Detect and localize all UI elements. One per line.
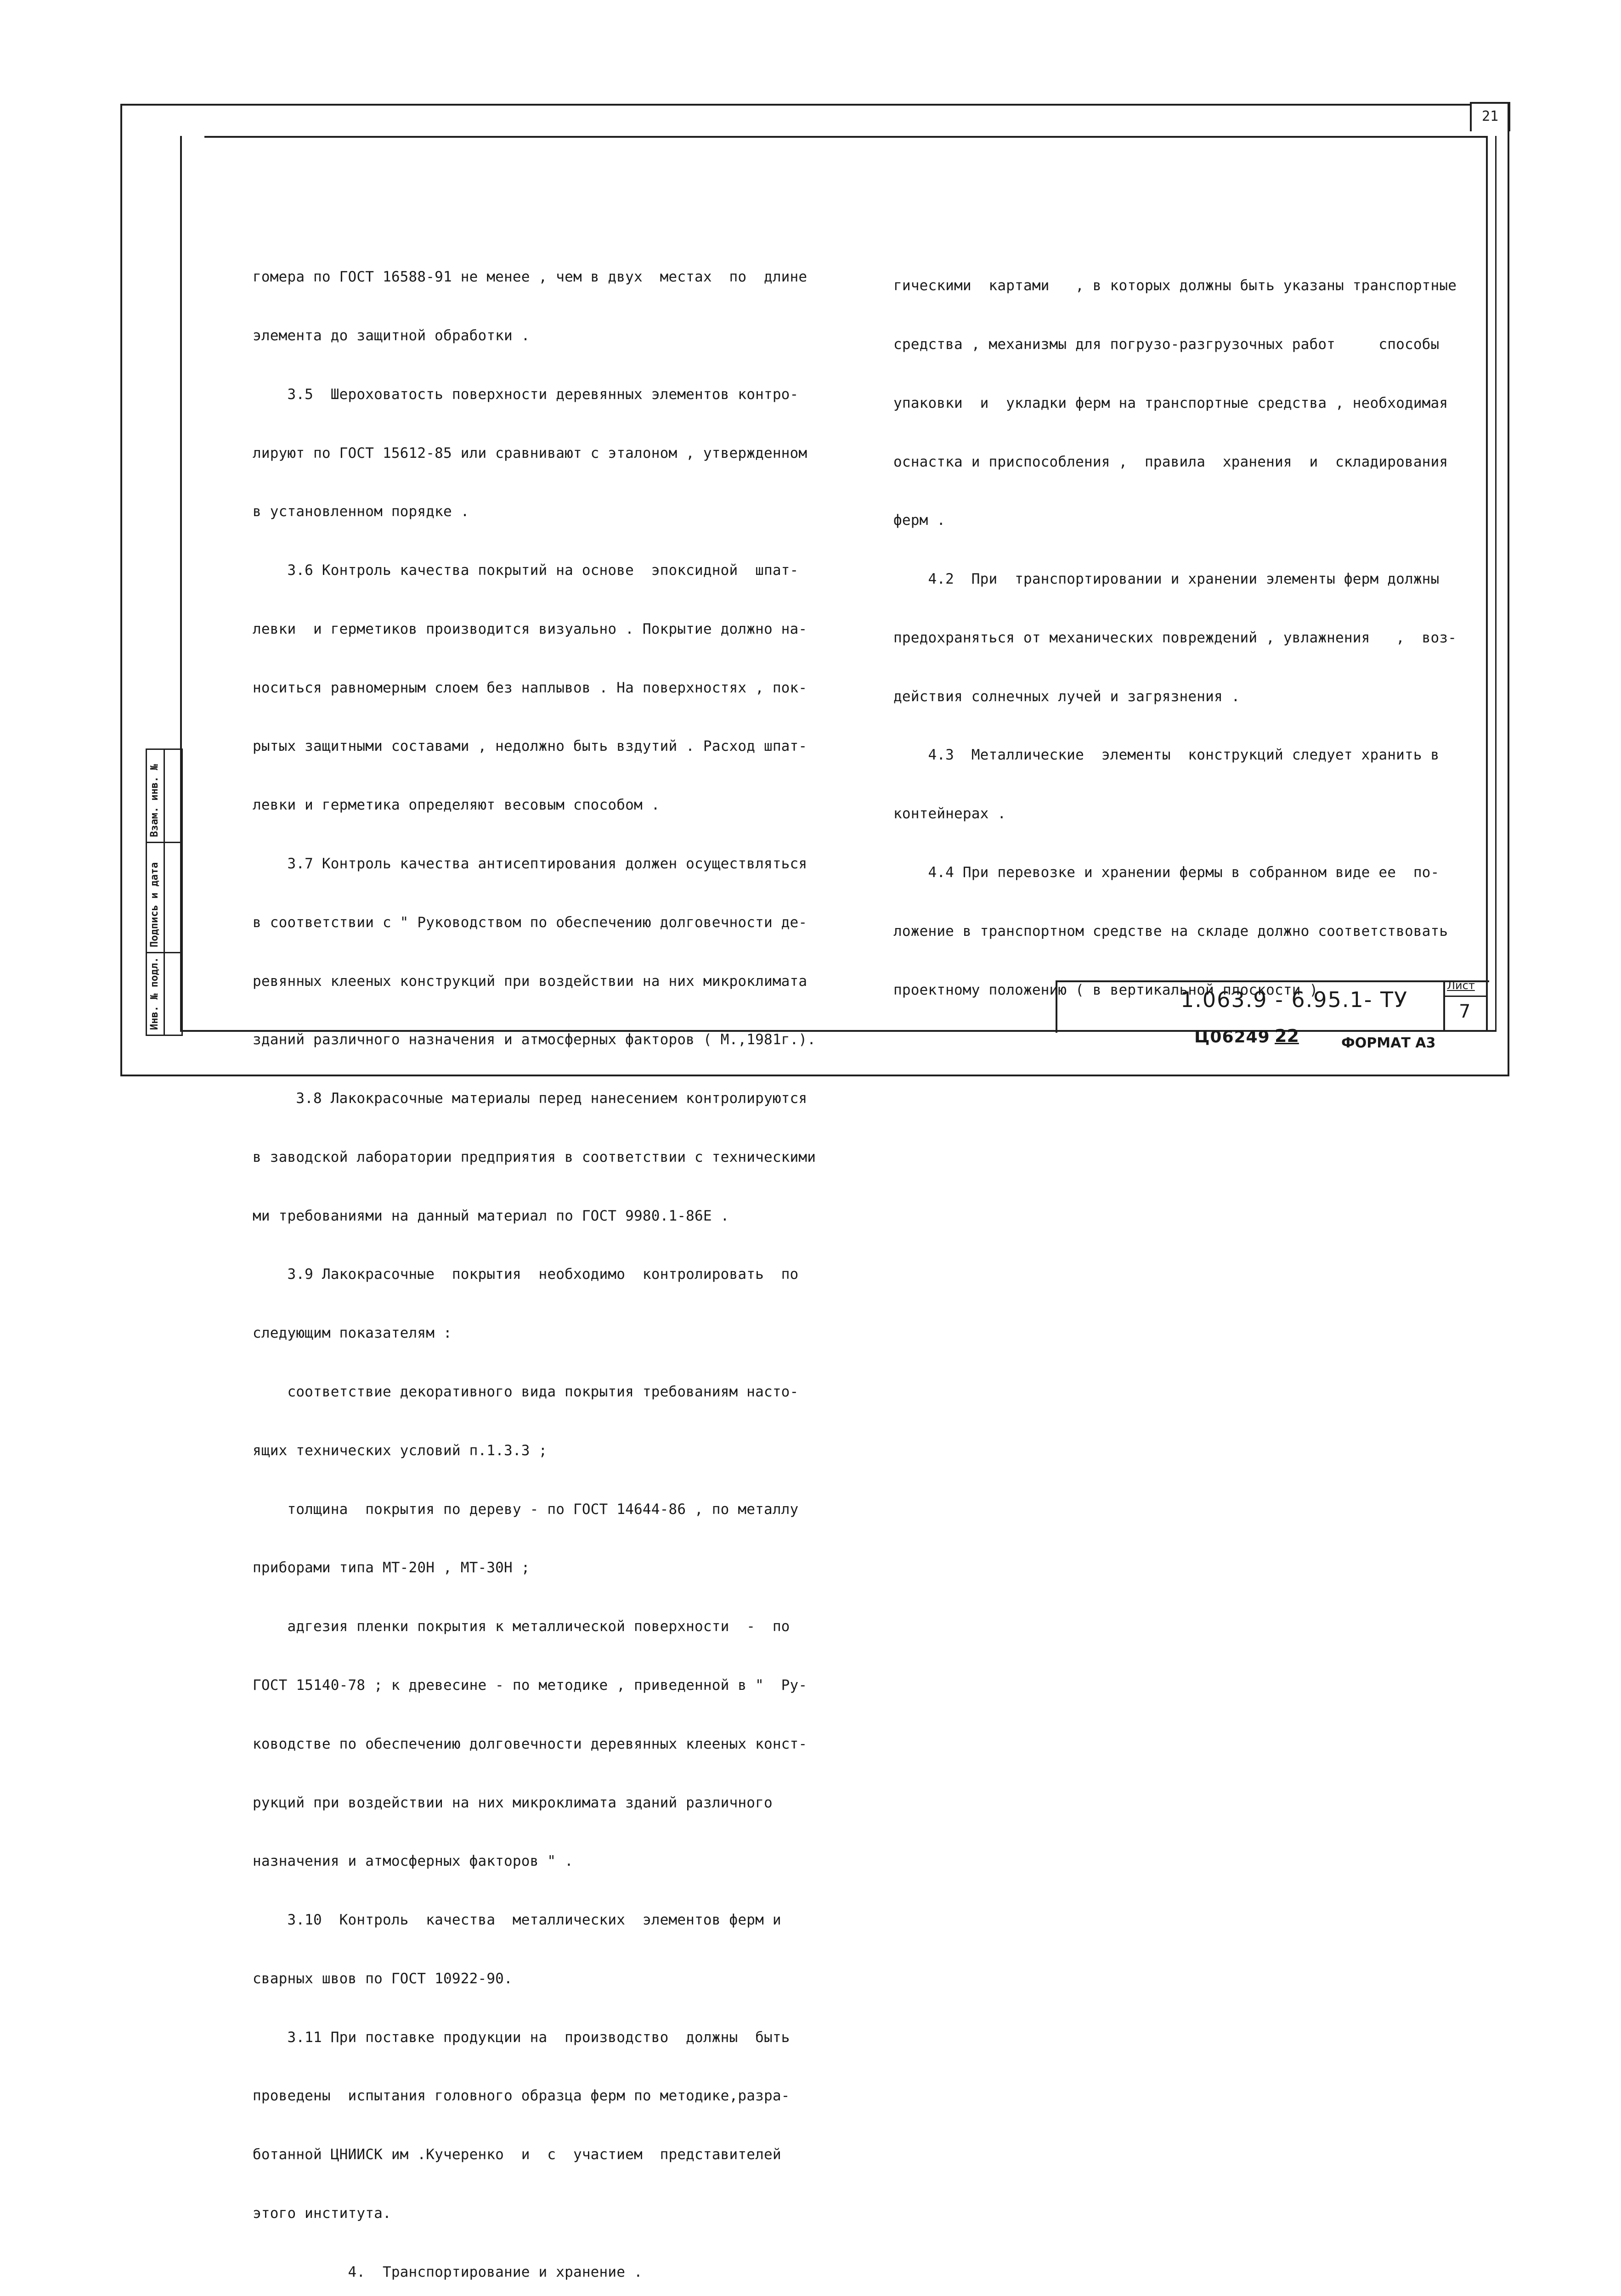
text-line: ревянных клееных конструкций при воздействии на них микроклимата	[253, 973, 808, 990]
text-line: ководстве по обеспечению долговечности деревянных клееных конст-	[253, 1735, 808, 1752]
replace-inv-label: Взам. инв. №	[149, 764, 160, 837]
frame-left-outer	[120, 104, 122, 1075]
text-line: действия солнечных лучей и загрязнения .	[893, 688, 1240, 705]
text-line: ящих технических условий п.1.3.3 ;	[253, 1442, 548, 1459]
text-line: толщина покрытия по дереву - по ГОСТ 14644-86 , по металлу	[253, 1501, 799, 1518]
text-line: проектному положению ( в вертикальной плоскости ) .	[893, 981, 1336, 998]
frame-right-inner	[1486, 136, 1488, 1031]
text-line: 3.9 Лакокрасочные покрытия необходимо контролировать по	[253, 1266, 799, 1283]
side-stamp-col-divider	[164, 750, 165, 1035]
side-stamp	[146, 748, 183, 1036]
text-line: упаковки и укладки ферм на транспортные средства , необходимая	[893, 394, 1448, 411]
text-line: назначения и атмосферных факторов " .	[253, 1853, 573, 1870]
text-line: 3.5 Шероховатость поверхности деревянных элементов контро-	[253, 386, 799, 403]
page-number: 21	[1470, 102, 1510, 131]
frame-right-inner2	[1495, 136, 1497, 1031]
text-line: гомера по ГОСТ 16588-91 не менее , чем в двух местах по длине	[253, 269, 808, 286]
frame-top-inner	[204, 136, 1486, 138]
text-line: 4.2 При транспортировании и хранении элементы ферм должны	[893, 571, 1440, 588]
text-line: левки и герметиков производится визуально . Покрытие должно на-	[253, 620, 808, 637]
sheet-box-divider	[1443, 996, 1487, 997]
text-line: 4.4 При перевозке и хранении фермы в собранном виде ее по-	[893, 864, 1440, 881]
text-line: соответствие декоративного вида покрытия требованиям насто-	[253, 1384, 799, 1401]
text-line: 3.8 Лакокрасочные материалы перед нанесением контролируются	[253, 1090, 808, 1107]
text-line: оснастка и приспособления , правила хранения и складирования	[893, 453, 1448, 470]
right-text-column	[893, 237, 1457, 1039]
sheet-label: Лист	[1447, 979, 1475, 992]
frame-top-outer	[120, 104, 1470, 106]
text-line: 3.7 Контроль качества антисептирования должен осуществляться	[253, 855, 808, 872]
sign-date-label: Подпись и дата	[149, 862, 160, 947]
text-line: 3.10 Контроль качества металлических элементов ферм и	[253, 1912, 781, 1929]
text-line: лируют по ГОСТ 15612-85 или сравнивают с эталоном , утвержденном	[253, 445, 808, 461]
stamp-code: Ц06249	[1194, 1028, 1270, 1047]
text-line: ботанной ЦНИИСК им .Кучеренко и с участием представителей	[253, 2146, 781, 2163]
stamp-sheet-number: 22	[1275, 1026, 1299, 1046]
text-line: в заводской лаборатории предприятия в соответствии с техническими	[253, 1148, 816, 1165]
text-line: рукций при воздействии на них микроклимата зданий различного	[253, 1794, 773, 1811]
text-line: проведены испытания головного образца ферм по методике,разра-	[253, 2088, 790, 2105]
text-line: носиться равномерным слоем без наплывов . На поверхностях , пок-	[253, 679, 808, 696]
format-label: ФОРМАТ А3	[1341, 1035, 1436, 1051]
left-text-column	[253, 228, 816, 2296]
text-line: контейнерах .	[893, 805, 1006, 822]
text-line: средства , механизмы для погрузо-разгрузочных работ способы	[893, 336, 1440, 353]
sheet-number: 7	[1459, 1001, 1471, 1022]
text-line: в соответствии с " Руководством по обеспечению долговечности де-	[253, 914, 808, 931]
text-line: ложение в транспортном средстве на складе должно соответствовать	[893, 923, 1448, 940]
text-line: в установленном порядке .	[253, 503, 469, 520]
text-line: предохраняться от механических повреждений , увлажнения , воз-	[893, 629, 1457, 646]
text-line: следующим показателям :	[253, 1325, 452, 1342]
text-line: адгезия пленки покрытия к металлической поверхности - по	[253, 1618, 790, 1635]
text-line: элемента до защитной обработки .	[253, 327, 530, 344]
document-designation: 1.063.9 - 6.95.1- ТУ	[1180, 987, 1408, 1012]
text-line: этого института.	[253, 2205, 391, 2222]
text-line: 3.11 При поставке продукции на производство должны быть	[253, 2029, 790, 2046]
text-line: сварных швов по ГОСТ 10922-90.	[253, 1970, 513, 1987]
text-line: ГОСТ 15140-78 ; к древесине - по методике , приведенной в " Ру-	[253, 1677, 808, 1694]
text-line: гическими картами , в которых должны быть указаны транспортные	[893, 277, 1457, 294]
inv-orig-label: Инв. № подл.	[149, 957, 160, 1030]
text-line: ми требованиями на данный материал по ГОСТ 9980.1-86Е .	[253, 1207, 729, 1224]
text-line: 3.6 Контроль качества покрытий на основе эпоксидной шпат-	[253, 562, 799, 579]
section-heading: 4. Транспортирование и хранение .	[253, 2263, 643, 2280]
text-line: ферм .	[893, 512, 946, 529]
frame-right-outer	[1508, 102, 1509, 1075]
text-line: зданий различного назначения и атмосферных факторов ( М.,1981г.).	[253, 1031, 816, 1048]
text-line: рытых защитными составами , недолжно быть вздутий . Расход шпат-	[253, 738, 808, 755]
text-line: 4.3 Металлические элементы конструкций следует хранить в	[893, 747, 1440, 764]
text-line: приборами типа МТ-20Н , МТ-30Н ;	[253, 1559, 530, 1576]
text-line: левки и герметика определяют весовым способом .	[253, 797, 660, 814]
